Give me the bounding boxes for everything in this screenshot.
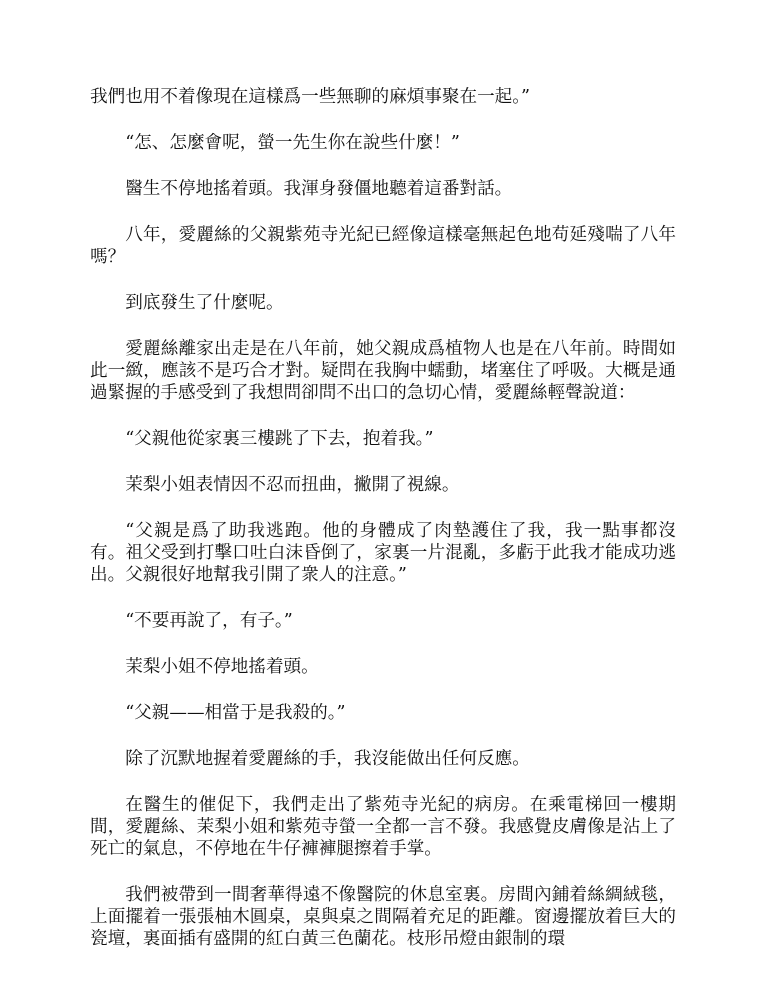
paragraph-8: 茉梨小姐表情因不忍而扭曲，撇開了視線。	[125, 475, 460, 495]
paragraph-14: 在醫生的催促下，我們走出了紫苑寺光紀的病房。在乘電梯回一樓期間，愛麗絲、茉梨小姐和紫苑寺螢一全都一言不發。我感覺皮膚像是沾上了死亡的氣息，不停地在牛仔褲褲腿擦着手掌。	[90, 795, 676, 859]
paragraph-1: 我們也用不着像現在這樣爲一些無聊的麻煩事聚在一起。”	[90, 87, 531, 107]
paragraph-10: “不要再說了，有子。”	[125, 611, 293, 631]
page-body	[90, 86, 676, 974]
paragraph-11: 茉梨小姐不停地搖着頭。	[125, 657, 319, 677]
paragraph-7: “父親他從家裏三樓跳了下去，抱着我。”	[125, 429, 434, 449]
paragraph-3: 醫生不停地搖着頭。我渾身發僵地聽着這番對話。	[125, 179, 513, 199]
paragraph-12: “父親——相當于是我殺的。”	[125, 703, 346, 723]
paragraph-9: “父親是爲了助我逃跑。他的身體成了肉墊護住了我，我一點事都沒有。祖父受到打擊口吐白沫昏倒了，家裏一片混亂，多虧于此我才能成功逃出。父親很好地幫我引開了衆人的注意。”	[90, 521, 676, 585]
paragraph-4: 八年，愛麗絲的父親紫苑寺光紀已經像這樣毫無起色地苟延殘喘了八年嗎？	[90, 225, 676, 267]
paragraph-6: 愛麗絲離家出走是在八年前，她父親成爲植物人也是在八年前。時間如此一緻，應該不是巧合才對。疑問在我胸中蠕動，堵塞住了呼吸。大概是通過緊握的手感受到了我想問卻問不出口的急切心情，愛麗絲輕聲說道：	[90, 339, 676, 403]
paragraph-2: “怎、怎麼會呢，螢一先生你在說些什麼！”	[125, 133, 460, 153]
paragraph-5: 到底發生了什麼呢。	[125, 293, 284, 313]
paragraph-13: 除了沉默地握着愛麗絲的手，我沒能做出任何反應。	[125, 749, 530, 769]
paragraph-15: 我們被帶到一間奢華得遠不像醫院的休息室裏。房間內鋪着絲綢絨毯，上面擺着一張張柚木圓桌，桌與桌之間隔着充足的距離。窗邊擺放着巨大的瓷壇，裏面插有盛開的紅白黃三色蘭花。枝形吊燈由銀制的環	[90, 885, 676, 949]
